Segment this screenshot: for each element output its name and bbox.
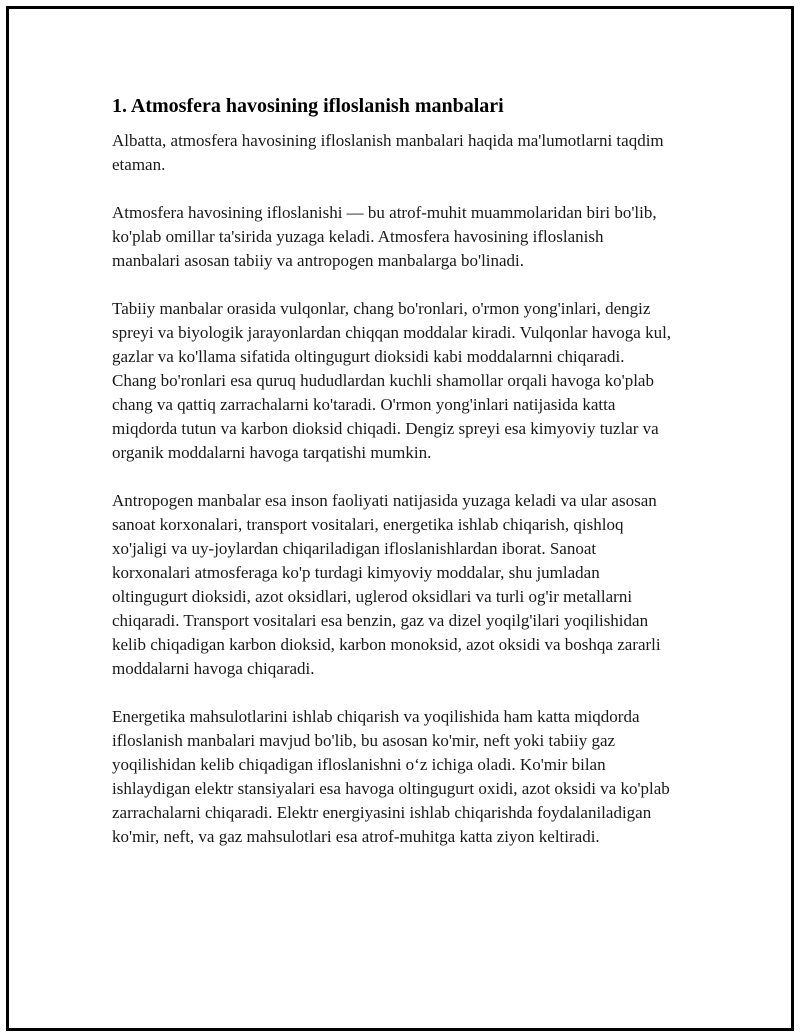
- document-body: [112, 93, 672, 873]
- paragraph-intro: Albatta, atmosfera havosining ifloslanish manbalari haqida ma'lumotlarni taqdim etaman.: [112, 131, 664, 174]
- paragraph-anthropogenic-sources: Antropogen manbalar esa inson faoliyati natijasida yuzaga keladi va ular asosan sanoat korxonalari, transport vositalari, energetika ishlab chiqarish, qishloq xo'jaligi va uy-joylardan chiqariladigan ifloslanishlardan iborat. Sanoat korxonalari atmosferaga ko'p turdagi kimyoviy moddalar, shu jumladan oltingugurt dioksidi, azot oksidlari, uglerod oksidlari va turli og'ir metallarni chiqaradi. Transport vositalari esa benzin, gaz va dizel yoqilg'ilari yoqilishidan kelib chiqadigan karbon dioksid, karbon monoksid, azot oksidi va boshqa zararli moddalarni havoga chiqaradi.: [112, 491, 661, 678]
- document-title: 1. Atmosfera havosining ifloslanish manbalari: [112, 95, 504, 117]
- paragraph-natural-sources: Tabiiy manbalar orasida vulqonlar, chang bo'ronlari, o'rmon yong'inlari, dengiz spreyi va biyologik jarayonlardan chiqqan moddalar kiradi. Vulqonlar havoga kul, gazlar va ko'llama sifatida oltingugurt dioksidi kabi moddalarnni chiqaradi. Chang bo'ronlari esa quruq hududlardan kuchli shamollar orqali havoga ko'plab chang va qattiq zarrachalarni ko'taradi. O'rmon yong'inlari natijasida katta miqdorda tutun va karbon dioksid chiqadi. Dengiz spreyi esa kimyoviy tuzlar va organik moddalarni havoga tarqatishi mumkin.: [112, 299, 672, 462]
- paragraph-overview: Atmosfera havosining ifloslanishi — bu atrof-muhit muammolaridan biri bo'lib, ko'plab omillar ta'sirida yuzaga keladi. Atmosfera havosining ifloslanish manbalari asosan tabiiy va antropogen manbalarga bo'linadi.: [112, 203, 657, 270]
- paragraph-energy-sources: Energetika mahsulotlarini ishlab chiqarish va yoqilishida ham katta miqdorda ifloslanish manbalari mavjud bo'lib, bu asosan ko'mir, neft yoki tabiiy gaz yoqilishidan kelib chiqadigan ifloslanishni o‘z ichiga oladi. Ko'mir bilan ishlaydigan elektr stansiyalari esa havoga oltingugurt oxidi, azot oksidi va ko'plab zarrachalarni chiqaradi. Elektr energiyasini ishlab chiqarishda foydalaniladigan ko'mir, neft, va gaz mahsulotlari esa atrof-muhitga katta ziyon keltiradi.: [112, 707, 670, 846]
